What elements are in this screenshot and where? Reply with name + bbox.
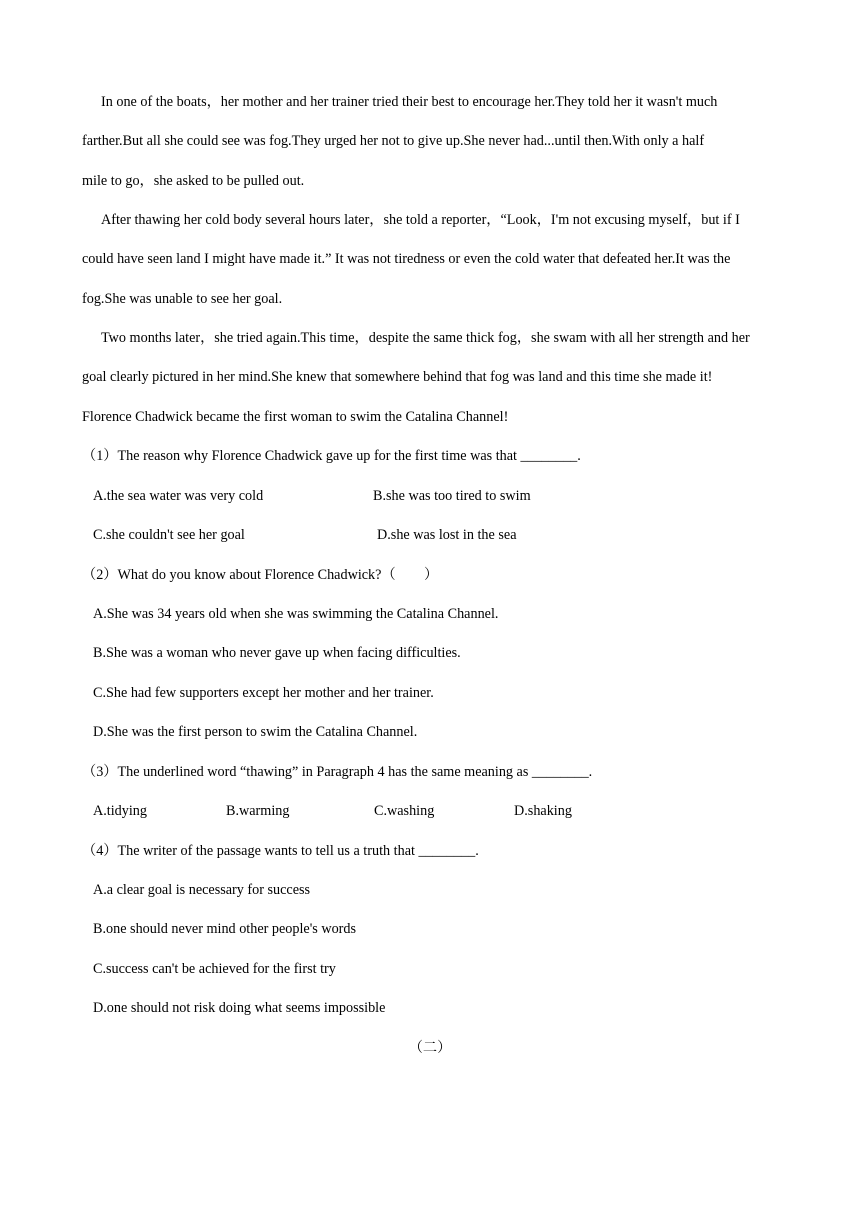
passage-line: fog.She was unable to see her goal. xyxy=(82,291,283,307)
section-marker: （二） xyxy=(408,1040,452,1056)
passage-line: goal clearly pictured in her mind.She knew that somewhere behind that fog was land and this time she made it! xyxy=(82,369,713,385)
passage-line: farther.But all she could see was fog.They urged her not to give up.She never had...until then.With only a half xyxy=(82,133,705,149)
passage-line: Two months later，she tried again.This time，despite the same thick fog，she swam with all her strength and her xyxy=(101,330,750,346)
question-2-option-a[interactable]: A.She was 34 years old when she was swimming the Catalina Channel. xyxy=(93,606,499,622)
question-2-stem: （2）What do you know about Florence Chadwick?（ ） xyxy=(82,567,439,583)
question-1-option-d[interactable]: D.she was lost in the sea xyxy=(377,527,517,543)
question-2-option-b[interactable]: B.She was a woman who never gave up when facing difficulties. xyxy=(93,645,461,661)
question-3-option-c[interactable]: C.washing xyxy=(374,803,435,819)
question-1-option-c[interactable]: C.she couldn't see her goal xyxy=(93,527,245,543)
question-4-option-c[interactable]: C.success can't be achieved for the first try xyxy=(93,961,336,977)
question-3-option-d[interactable]: D.shaking xyxy=(514,803,572,819)
question-1-option-a[interactable]: A.the sea water was very cold xyxy=(93,488,264,504)
question-4-option-a[interactable]: A.a clear goal is necessary for success xyxy=(93,882,311,898)
question-3-option-a[interactable]: A.tidying xyxy=(93,803,147,819)
passage-line: mile to go，she asked to be pulled out. xyxy=(82,173,305,189)
question-2-option-c[interactable]: C.She had few supporters except her mother and her trainer. xyxy=(93,685,434,701)
question-2-option-d[interactable]: D.She was the first person to swim the Catalina Channel. xyxy=(93,724,418,740)
passage-line: In one of the boats，her mother and her trainer tried their best to encourage her.They told her it wasn't much xyxy=(101,94,718,110)
question-4-option-b[interactable]: B.one should never mind other people's words xyxy=(93,921,357,937)
question-4-option-d[interactable]: D.one should not risk doing what seems impossible xyxy=(93,1000,386,1016)
question-3-option-b[interactable]: B.warming xyxy=(226,803,290,819)
passage-line: After thawing her cold body several hours later，she told a reporter，“Look，I'm not excusing myself，but if I xyxy=(101,212,740,228)
question-4-stem: （4）The writer of the passage wants to tell us a truth that ________. xyxy=(82,843,479,859)
passage-line: Florence Chadwick became the first woman to swim the Catalina Channel! xyxy=(82,409,509,425)
question-3-stem: （3）The underlined word “thawing” in Paragraph 4 has the same meaning as ________. xyxy=(82,764,593,780)
question-1-option-b[interactable]: B.she was too tired to swim xyxy=(373,488,531,504)
passage-line: could have seen land I might have made it.” It was not tiredness or even the cold water that defeated her.It was the xyxy=(82,251,731,267)
question-1-stem: （1）The reason why Florence Chadwick gave up for the first time was that ________. xyxy=(82,448,581,464)
